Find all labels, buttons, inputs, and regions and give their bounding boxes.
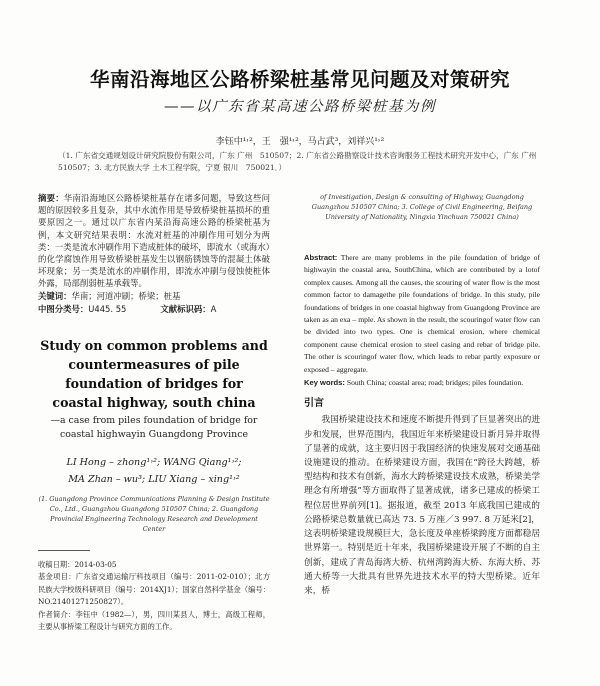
clc-value: U445. 55 bbox=[88, 303, 127, 314]
authors-zh: 李钰中¹˒²，王 强¹˒²，马占武³，刘祥兴¹˒² bbox=[215, 137, 385, 147]
introduction-heading: 引言 bbox=[304, 398, 324, 410]
abstract-en bbox=[304, 252, 540, 376]
affiliation-zh: （1. 广东省交通规划设计研究院股份有限公司，广东 广州 510507；2. 广东省公路勘察设计技术咨询服务工程技术研究开发中心，广东 广州 510507；3. 北方民族大学 土木工程学院，宁夏 银川 750021．） bbox=[58, 151, 544, 172]
authors-en-line-1: LI Hong – zhong¹˒²; WANG Qiang¹˒²; bbox=[66, 456, 242, 468]
footnote-divider bbox=[38, 550, 90, 551]
affiliation-en-continued: of Investigation, Design & consulting of Highway, Guangdong Guangzhou 510507 China; 3. College of Civil Engineering, Beifang University of Nationality, Ningxia Yinchuan 750021 China) bbox=[311, 193, 533, 221]
keywords-en-text: South China; coastal area; road; bridges; piles foundation. bbox=[346, 378, 524, 388]
abstract-en-label: Abstract: bbox=[304, 253, 338, 262]
abstract-en-text: There are many problems in the pile foundation of bridge of highwayin the coastal area, SouthChina, which are contributed by a lotof complex causes. Among all the causes, the scouring of water flow is the most common factor to damagethe pile foundations of bridge. In this study, pile foundations of bridges in one coastal highway from Guangdong Province are taken as an exa – mple. As shown in the result, the scouringof water flow can be divided into two types. One is chemical erosion, where chemical component cause chemical erosion to steel casing and rebar of bridge pile. The other is scouringof water flow, which leads to rebar partly exposure or exposed – aggregate. bbox=[304, 253, 540, 374]
classification-line bbox=[38, 303, 270, 316]
right-column bbox=[304, 192, 540, 598]
keywords-zh-label: 关键词： bbox=[38, 290, 72, 301]
authors-en bbox=[38, 454, 270, 488]
abstract-zh-text: 华南沿海地区公路桥梁桩基存在诸多问题，导致这些问题的原因较多且复杂，其中水流作用是导致桥梁桩基损坏的重要原因之一。通过以广东省内某沿海高速公路的桥梁桩基为例，本文研究结果表明：水流对桩基的冲刷作用可划分为两类：一类是流水冲刷作用下造成桩体的破坏，即流水（或海水）的化学腐蚀作用导致桥梁桩基发生以钢筋锈蚀等的混凝土体破坏现象；另一类是流水的冲刷作用，即流水冲刷与侵蚀使桩体外露，局部削弱桩基承载等。 bbox=[38, 193, 271, 289]
footnote-received: 收稿日期：2014-03-05 bbox=[38, 559, 117, 569]
clc-label: 中图分类号： bbox=[38, 303, 89, 314]
footnote-fund: 基金项目：广东省交通运输厅科技项目（编号：2011-02-010）；北方民族大学校级科研项目（编号：2014XJ1）；国家自然科学基金（编号：NO.21401271250827）。 bbox=[38, 572, 270, 607]
affiliation-en: (1. Guangdong Province Communications Planning & Design Institute Co., Ltd., Guangzhou Guangdong 510507 China; 2. Guangdong Provincial Engineering Technology Research and Development Center bbox=[38, 494, 270, 533]
left-column bbox=[38, 192, 270, 634]
introduction-body: 我国桥梁建设技术和速度不断提升得到了巨显著突出的进步和发展，世界范围内，我国近年来桥梁建设日新月异并取得了显著的成就，这主要归因于我国经济的快速发展对交通基础设施建设的推动。在桥梁建设方面，我国在“跨径大跨越，桥型结构和技术有创新，海水大跨桥梁建设技术成熟，桥梁美学理念有所增强”等方面取得了显著成就，诸多已建成的桥梁工程位居世界前列[1]。据报道，截至 2013 年底我国已建成的公路桥梁总数量就已高达 73. 5 万座／3 997. 8 万延米[2]，这表明桥梁建设规模巨大，急长度及单座桥梁跨度方面都稳居世界第一。特别是近十年来，我国桥梁建设开展了不断的自主创新，建成了青岛海湾大桥、杭州湾跨海大桥、东海大桥、苏通大桥等一大批具有世界先进技术水平的特大型桥梁。近年来，桥 bbox=[304, 415, 540, 596]
keywords-zh-text: 华南；河道冲刷；桥梁；桩基 bbox=[71, 290, 181, 301]
authors-en-line-2: MA Zhan – wu³; LIU Xiang – xing¹˒² bbox=[68, 473, 240, 485]
footnote-author: 作者简介：李钰中（1982—），男，四川某县人，博士，高级工程师，主要从事桥梁工程设计与研究方面的工作。 bbox=[38, 609, 270, 632]
abstract-zh-label: 摘要： bbox=[38, 193, 64, 203]
keywords-en bbox=[304, 377, 540, 389]
paper-subtitle-en: —a case from piles foundation of bridge for coastal highwayin Guangdong Province bbox=[50, 414, 258, 440]
keywords-en-label: Key words: bbox=[304, 378, 345, 388]
doc-code-label: 文献标识码： bbox=[160, 303, 211, 314]
paper-title-en: Study on common problems and countermeasures of pile foundation of bridges for coastal highway, south china bbox=[40, 337, 268, 410]
abstract-zh bbox=[38, 192, 270, 290]
keywords-zh bbox=[38, 290, 270, 303]
paper-subtitle-zh: ——以广东省某高速公路桥梁桩基为例 bbox=[164, 99, 436, 115]
paper-title-zh: 华南沿海地区公路桥梁桩基常见问题及对策研究 bbox=[89, 68, 510, 91]
doc-code-value: A bbox=[210, 303, 217, 314]
